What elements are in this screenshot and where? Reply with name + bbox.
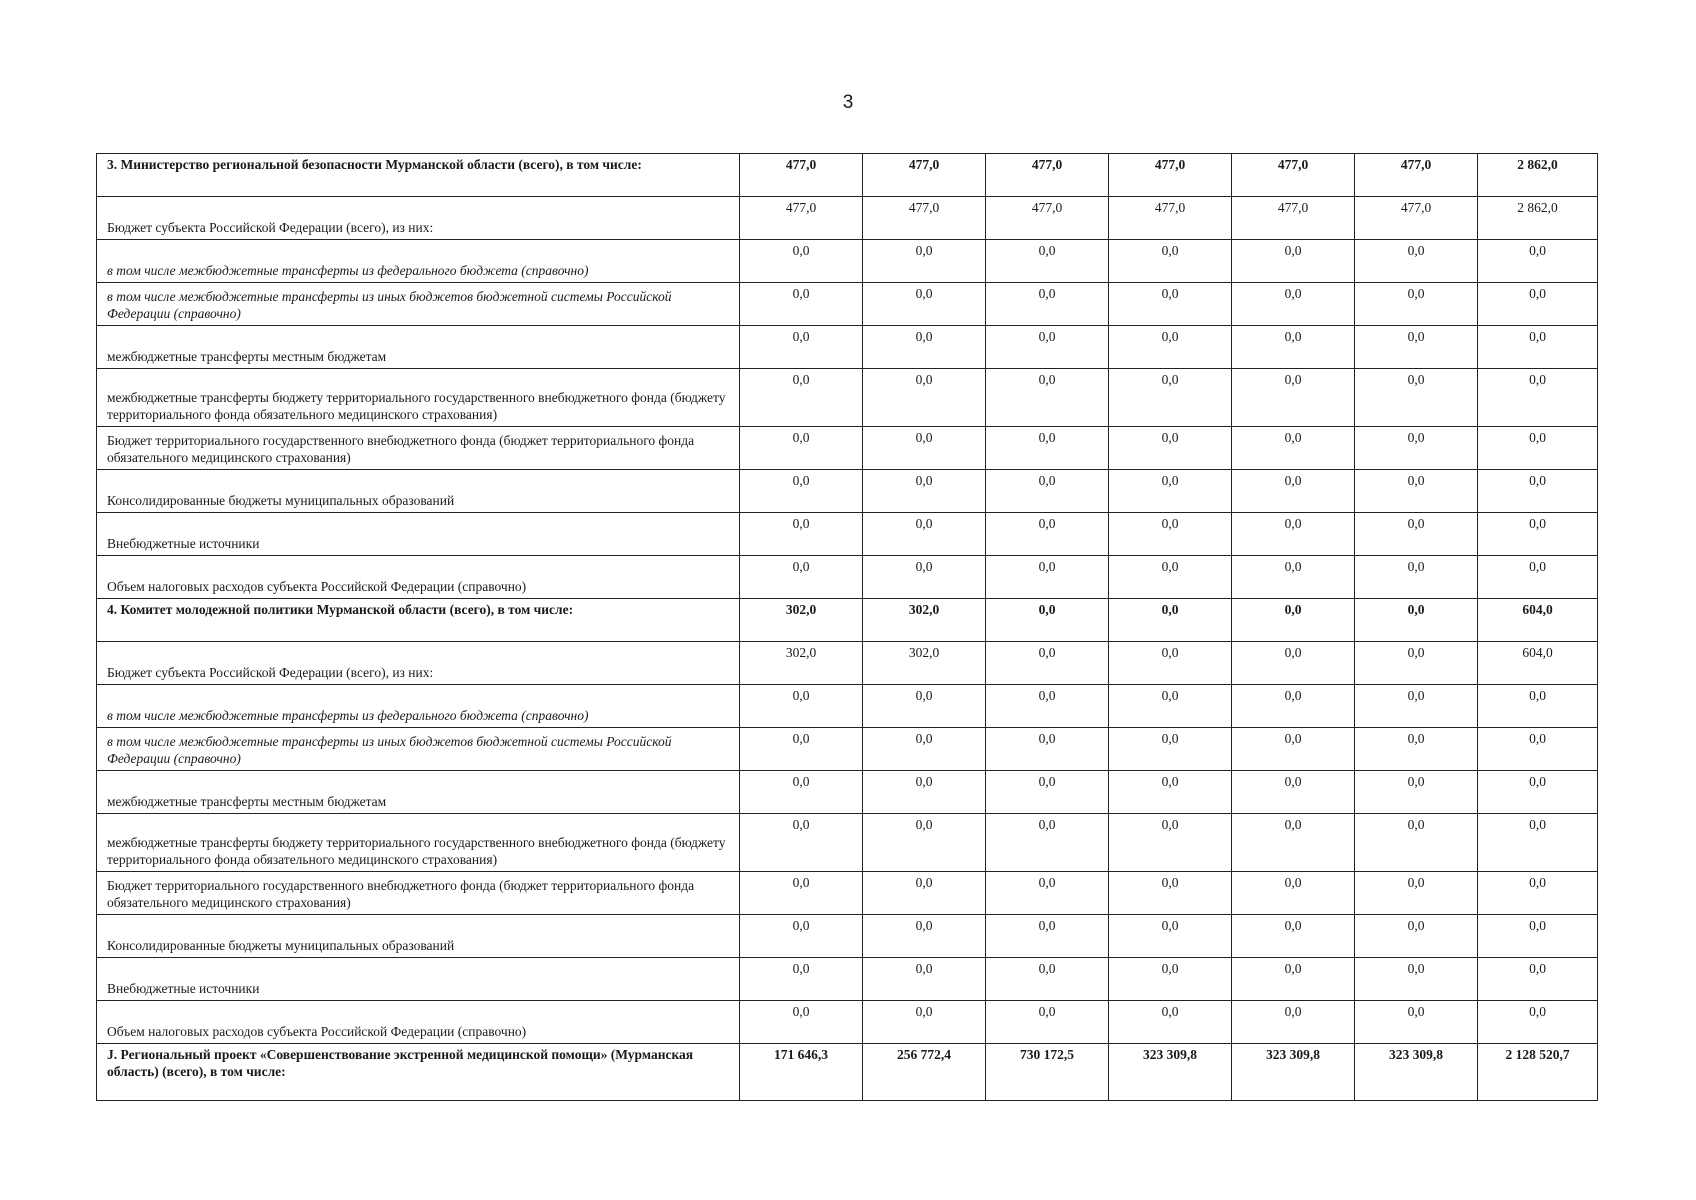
value-cell: 0,0 xyxy=(1232,872,1355,915)
value-cell: 0,0 xyxy=(1109,814,1232,872)
value-cell: 0,0 xyxy=(1478,427,1598,470)
value-cell: 0,0 xyxy=(1109,513,1232,556)
value-cell: 0,0 xyxy=(863,771,986,814)
value-cell: 0,0 xyxy=(1355,642,1478,685)
value-cell: 0,0 xyxy=(986,958,1109,1001)
row-label: Внебюджетные источники xyxy=(97,958,740,1001)
value-cell: 0,0 xyxy=(1232,915,1355,958)
value-cell: 0,0 xyxy=(1109,958,1232,1001)
value-cell: 0,0 xyxy=(863,915,986,958)
row-label: Объем налоговых расходов субъекта Российской Федерации (справочно) xyxy=(97,1001,740,1044)
table-row xyxy=(97,369,1598,427)
row-label: межбюджетные трансферты местным бюджетам xyxy=(97,771,740,814)
value-cell: 0,0 xyxy=(1355,599,1478,642)
value-cell: 477,0 xyxy=(863,197,986,240)
table-row xyxy=(97,197,1598,240)
value-cell: 0,0 xyxy=(1478,240,1598,283)
value-cell: 0,0 xyxy=(1355,915,1478,958)
value-cell: 0,0 xyxy=(1232,685,1355,728)
value-cell: 0,0 xyxy=(740,470,863,513)
value-cell: 0,0 xyxy=(863,728,986,771)
value-cell: 730 172,5 xyxy=(986,1044,1109,1101)
value-cell: 0,0 xyxy=(986,326,1109,369)
value-cell: 0,0 xyxy=(863,814,986,872)
value-cell: 0,0 xyxy=(1232,556,1355,599)
value-cell: 0,0 xyxy=(1355,240,1478,283)
value-cell: 0,0 xyxy=(740,771,863,814)
value-cell: 0,0 xyxy=(986,240,1109,283)
value-cell: 0,0 xyxy=(1478,958,1598,1001)
value-cell: 0,0 xyxy=(863,556,986,599)
value-cell: 477,0 xyxy=(1355,197,1478,240)
value-cell: 0,0 xyxy=(1355,685,1478,728)
value-cell: 0,0 xyxy=(1232,283,1355,326)
value-cell: 0,0 xyxy=(1232,771,1355,814)
value-cell: 0,0 xyxy=(1232,427,1355,470)
value-cell: 477,0 xyxy=(863,154,986,197)
value-cell: 0,0 xyxy=(1355,728,1478,771)
value-cell: 0,0 xyxy=(740,915,863,958)
row-label: межбюджетные трансферты бюджету территориального государственного внебюджетного фонда (бюджету территориального фонда обязательного медицинского страхования) xyxy=(97,814,740,872)
value-cell: 0,0 xyxy=(1478,470,1598,513)
value-cell: 0,0 xyxy=(986,1001,1109,1044)
value-cell: 302,0 xyxy=(863,642,986,685)
value-cell: 0,0 xyxy=(863,513,986,556)
value-cell: 0,0 xyxy=(1109,642,1232,685)
row-label: Бюджет субъекта Российской Федерации (всего), из них: xyxy=(97,642,740,685)
value-cell: 0,0 xyxy=(1478,685,1598,728)
value-cell: 0,0 xyxy=(1232,728,1355,771)
row-label: межбюджетные трансферты бюджету территориального государственного внебюджетного фонда (бюджету территориального фонда обязательного медицинского страхования) xyxy=(97,369,740,427)
value-cell: 0,0 xyxy=(1109,872,1232,915)
table-row xyxy=(97,685,1598,728)
table-row xyxy=(97,513,1598,556)
value-cell: 0,0 xyxy=(1478,556,1598,599)
value-cell: 0,0 xyxy=(986,470,1109,513)
value-cell: 323 309,8 xyxy=(1232,1044,1355,1101)
table-row xyxy=(97,154,1598,197)
value-cell: 0,0 xyxy=(1232,470,1355,513)
value-cell: 0,0 xyxy=(986,872,1109,915)
value-cell: 0,0 xyxy=(1355,326,1478,369)
table-row xyxy=(97,556,1598,599)
value-cell: 0,0 xyxy=(740,685,863,728)
value-cell: 0,0 xyxy=(986,685,1109,728)
value-cell: 0,0 xyxy=(863,1001,986,1044)
value-cell: 0,0 xyxy=(740,872,863,915)
table-row xyxy=(97,427,1598,470)
value-cell: 0,0 xyxy=(1478,1001,1598,1044)
value-cell: 0,0 xyxy=(1109,240,1232,283)
value-cell: 0,0 xyxy=(1478,326,1598,369)
value-cell: 477,0 xyxy=(1232,197,1355,240)
value-cell: 0,0 xyxy=(740,513,863,556)
value-cell: 477,0 xyxy=(740,197,863,240)
value-cell: 0,0 xyxy=(1109,685,1232,728)
value-cell: 477,0 xyxy=(1109,154,1232,197)
page-number: 3 xyxy=(842,92,854,113)
value-cell: 0,0 xyxy=(986,283,1109,326)
value-cell: 0,0 xyxy=(1232,240,1355,283)
value-cell: 0,0 xyxy=(1355,1001,1478,1044)
value-cell: 477,0 xyxy=(1109,197,1232,240)
value-cell: 0,0 xyxy=(1355,513,1478,556)
value-cell: 323 309,8 xyxy=(1109,1044,1232,1101)
row-label: Бюджет территориального государственного внебюджетного фонда (бюджет территориального фонда обязательного медицинского страхования) xyxy=(97,427,740,470)
value-cell: 302,0 xyxy=(740,599,863,642)
row-label: Бюджет субъекта Российской Федерации (всего), из них: xyxy=(97,197,740,240)
table-row xyxy=(97,1044,1598,1101)
value-cell: 0,0 xyxy=(740,369,863,427)
value-cell: 0,0 xyxy=(1109,771,1232,814)
row-label: в том числе межбюджетные трансферты из федерального бюджета (справочно) xyxy=(97,240,740,283)
value-cell: 0,0 xyxy=(986,556,1109,599)
value-cell: 0,0 xyxy=(1355,872,1478,915)
table-row xyxy=(97,599,1598,642)
value-cell: 0,0 xyxy=(1478,872,1598,915)
value-cell: 0,0 xyxy=(986,599,1109,642)
row-label: в том числе межбюджетные трансферты из иных бюджетов бюджетной системы Российской Федерации (справочно) xyxy=(97,283,740,326)
value-cell: 0,0 xyxy=(1232,326,1355,369)
row-label: 4. Комитет молодежной политики Мурманской области (всего), в том числе: xyxy=(97,599,740,642)
value-cell: 0,0 xyxy=(863,872,986,915)
table-row xyxy=(97,470,1598,513)
value-cell: 0,0 xyxy=(1478,814,1598,872)
table-row xyxy=(97,814,1598,872)
table-row xyxy=(97,240,1598,283)
value-cell: 0,0 xyxy=(740,556,863,599)
table-row xyxy=(97,958,1598,1001)
value-cell: 0,0 xyxy=(1355,283,1478,326)
value-cell: 477,0 xyxy=(986,197,1109,240)
value-cell: 0,0 xyxy=(1109,728,1232,771)
value-cell: 0,0 xyxy=(1355,427,1478,470)
value-cell: 0,0 xyxy=(1355,958,1478,1001)
table-row xyxy=(97,915,1598,958)
value-cell: 0,0 xyxy=(1232,1001,1355,1044)
value-cell: 0,0 xyxy=(1478,283,1598,326)
value-cell: 0,0 xyxy=(1232,369,1355,427)
value-cell: 0,0 xyxy=(1478,728,1598,771)
value-cell: 0,0 xyxy=(1355,556,1478,599)
value-cell: 2 862,0 xyxy=(1478,154,1598,197)
value-cell: 0,0 xyxy=(1355,369,1478,427)
table-row xyxy=(97,642,1598,685)
value-cell: 0,0 xyxy=(1109,556,1232,599)
row-label: Консолидированные бюджеты муниципальных образований xyxy=(97,470,740,513)
value-cell: 0,0 xyxy=(1355,771,1478,814)
value-cell: 256 772,4 xyxy=(863,1044,986,1101)
value-cell: 0,0 xyxy=(740,283,863,326)
value-cell: 0,0 xyxy=(986,513,1109,556)
table-row xyxy=(97,326,1598,369)
table-row xyxy=(97,771,1598,814)
value-cell: 0,0 xyxy=(986,369,1109,427)
value-cell: 0,0 xyxy=(1232,958,1355,1001)
value-cell: 477,0 xyxy=(1232,154,1355,197)
value-cell: 0,0 xyxy=(1232,642,1355,685)
value-cell: 0,0 xyxy=(1109,1001,1232,1044)
row-label: J. Региональный проект «Совершенствование экстренной медицинской помощи» (Мурманская область) (всего), в том числе: xyxy=(97,1044,740,1101)
value-cell: 0,0 xyxy=(1478,369,1598,427)
row-label: 3. Министерство региональной безопасности Мурманской области (всего), в том числе: xyxy=(97,154,740,197)
value-cell: 0,0 xyxy=(1109,427,1232,470)
value-cell: 0,0 xyxy=(740,240,863,283)
value-cell: 0,0 xyxy=(1109,599,1232,642)
value-cell: 0,0 xyxy=(986,728,1109,771)
budget-table-body xyxy=(97,154,1598,1101)
value-cell: 0,0 xyxy=(986,814,1109,872)
value-cell: 302,0 xyxy=(863,599,986,642)
value-cell: 323 309,8 xyxy=(1355,1044,1478,1101)
value-cell: 0,0 xyxy=(863,326,986,369)
value-cell: 0,0 xyxy=(740,1001,863,1044)
value-cell: 0,0 xyxy=(1109,326,1232,369)
table-row xyxy=(97,283,1598,326)
row-label: Объем налоговых расходов субъекта Российской Федерации (справочно) xyxy=(97,556,740,599)
value-cell: 0,0 xyxy=(863,369,986,427)
value-cell: 477,0 xyxy=(1355,154,1478,197)
table-row xyxy=(97,1001,1598,1044)
value-cell: 171 646,3 xyxy=(740,1044,863,1101)
value-cell: 0,0 xyxy=(1232,814,1355,872)
row-label: Бюджет территориального государственного внебюджетного фонда (бюджет территориального фонда обязательного медицинского страхования) xyxy=(97,872,740,915)
value-cell: 0,0 xyxy=(1232,599,1355,642)
value-cell: 0,0 xyxy=(1478,771,1598,814)
row-label: Консолидированные бюджеты муниципальных образований xyxy=(97,915,740,958)
row-label: в том числе межбюджетные трансферты из федерального бюджета (справочно) xyxy=(97,685,740,728)
value-cell: 0,0 xyxy=(740,958,863,1001)
value-cell: 477,0 xyxy=(740,154,863,197)
table-row xyxy=(97,728,1598,771)
table-row xyxy=(97,872,1598,915)
value-cell: 0,0 xyxy=(740,814,863,872)
value-cell: 2 862,0 xyxy=(1478,197,1598,240)
value-cell: 604,0 xyxy=(1478,642,1598,685)
budget-table xyxy=(96,153,1598,1101)
value-cell: 0,0 xyxy=(986,642,1109,685)
value-cell: 604,0 xyxy=(1478,599,1598,642)
value-cell: 0,0 xyxy=(740,326,863,369)
value-cell: 0,0 xyxy=(1478,513,1598,556)
value-cell: 0,0 xyxy=(863,427,986,470)
value-cell: 2 128 520,7 xyxy=(1478,1044,1598,1101)
value-cell: 0,0 xyxy=(740,728,863,771)
value-cell: 0,0 xyxy=(1109,369,1232,427)
value-cell: 0,0 xyxy=(986,427,1109,470)
value-cell: 0,0 xyxy=(986,771,1109,814)
value-cell: 0,0 xyxy=(986,915,1109,958)
value-cell: 0,0 xyxy=(1109,915,1232,958)
value-cell: 0,0 xyxy=(1355,814,1478,872)
value-cell: 302,0 xyxy=(740,642,863,685)
row-label: межбюджетные трансферты местным бюджетам xyxy=(97,326,740,369)
value-cell: 0,0 xyxy=(1109,470,1232,513)
row-label: Внебюджетные источники xyxy=(97,513,740,556)
value-cell: 0,0 xyxy=(1478,915,1598,958)
value-cell: 0,0 xyxy=(863,240,986,283)
value-cell: 0,0 xyxy=(740,427,863,470)
row-label: в том числе межбюджетные трансферты из иных бюджетов бюджетной системы Российской Федерации (справочно) xyxy=(97,728,740,771)
value-cell: 0,0 xyxy=(863,958,986,1001)
value-cell: 477,0 xyxy=(986,154,1109,197)
value-cell: 0,0 xyxy=(1109,283,1232,326)
value-cell: 0,0 xyxy=(863,685,986,728)
value-cell: 0,0 xyxy=(1232,513,1355,556)
value-cell: 0,0 xyxy=(1355,470,1478,513)
value-cell: 0,0 xyxy=(863,283,986,326)
value-cell: 0,0 xyxy=(863,470,986,513)
